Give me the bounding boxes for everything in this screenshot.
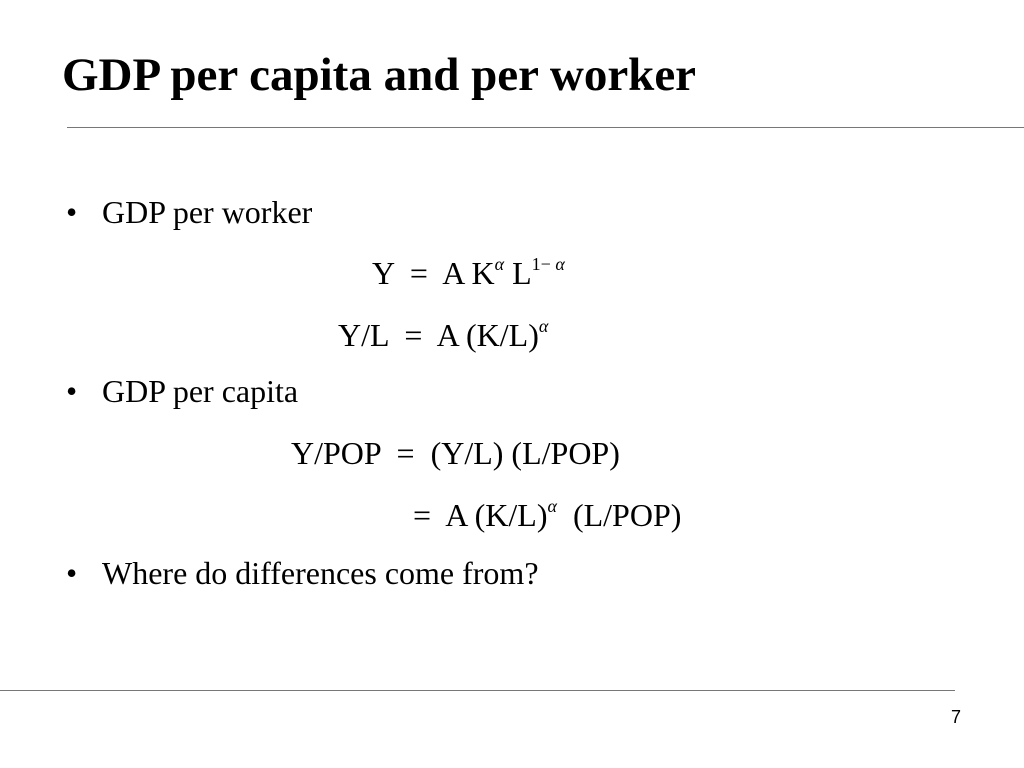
bullet-marker: • <box>66 373 78 409</box>
title-divider <box>67 127 1024 128</box>
equation-per-capita-expanded: = A $(K/L)^\alpha$ (L/POP) <box>413 496 682 533</box>
exponent-alpha: α <box>550 254 565 274</box>
bullet-text: GDP per capita <box>102 373 299 409</box>
bullet-text: Where do differences come from? <box>102 555 539 591</box>
bullet-gdp-per-capita <box>66 375 298 407</box>
page-number: 7 <box>951 707 962 727</box>
bullet-differences <box>66 557 539 589</box>
exponent-one-minus: 1− <box>531 254 551 274</box>
footer-divider <box>0 690 955 691</box>
exponent-alpha: α <box>547 496 557 516</box>
bullet-marker: • <box>66 194 78 230</box>
equation-per-capita: Y/POP = (Y/L) (L/POP) <box>291 435 620 471</box>
exponent-alpha: α <box>494 254 505 274</box>
bullet-gdp-per-worker <box>66 196 312 228</box>
bullet-text: GDP per worker <box>102 194 313 230</box>
equation-per-worker: Y/L = A $(K/L)^\alpha$ <box>338 316 549 353</box>
exponent-alpha: α <box>538 316 549 336</box>
bullet-marker: • <box>66 555 78 591</box>
slide-title: GDP per capita and per worker <box>62 49 697 101</box>
equation-production-function: Y = A $K^\alpha$ $L^{1-}$ $^\alpha$ <box>372 254 565 291</box>
